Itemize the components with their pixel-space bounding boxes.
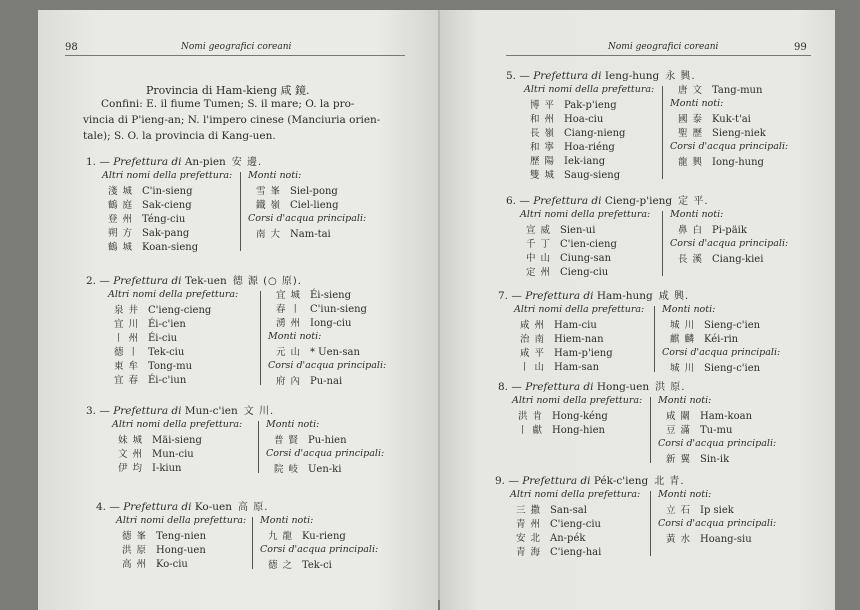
place-entry <box>526 252 611 266</box>
place-chars: 丨 獻 <box>518 425 544 436</box>
place-romanization: Sieng-niek <box>712 128 766 139</box>
place-romanization: Tek-ci <box>302 560 332 571</box>
place-romanization: Tu-mu <box>700 425 733 436</box>
place-romanization: Ciung-san <box>560 253 612 264</box>
place-romanization: Tong-mu <box>148 361 193 372</box>
altri-label: Altri nomi della prefettura: <box>524 84 655 95</box>
place-chars: 宣 威 <box>526 225 552 236</box>
corsi-label: Corsi d'acqua principali: <box>260 544 379 555</box>
corsi-label: Corsi d'acqua principali: <box>248 213 367 224</box>
place-romanization: Iong-ciu <box>310 318 352 329</box>
province-title: Provincia di Ham-kieng 咸 鏡. <box>146 84 310 97</box>
prefecture-heading <box>86 272 302 287</box>
place-romanization: Pak-p'ieng <box>564 100 617 111</box>
prefecture-label: Prefettura di <box>533 70 602 82</box>
prefecture-heading <box>498 378 685 393</box>
prefecture-name: Tek-uen <box>184 275 227 287</box>
running-head: Nomi geografici coreani <box>608 42 719 52</box>
column-divider <box>662 86 663 179</box>
place-romanization: Iong-hung <box>712 157 764 168</box>
place-romanization: C'ien-cieng <box>560 239 617 250</box>
column-divider <box>258 421 259 473</box>
place-romanization: Éi-c'ien <box>148 319 186 330</box>
place-entry <box>268 530 346 544</box>
prefecture-label: Prefettura di <box>522 475 591 487</box>
place-romanization: Sien-ui <box>560 225 596 236</box>
place-entry <box>108 213 185 227</box>
prefecture-heading <box>86 153 262 168</box>
place-entry <box>518 424 605 438</box>
place-chars: 宜 春 <box>114 375 140 386</box>
confini-line: tale); S. O. la provincia di Kang-uen. <box>83 130 276 142</box>
prefecture-name: Ieng-hung <box>604 70 660 82</box>
column-divider <box>662 211 663 276</box>
place-entry <box>108 227 189 241</box>
prefecture-number: 8. — <box>498 381 522 393</box>
place-romanization: Mun-ciu <box>152 449 194 460</box>
prefecture-name: Ko-uen <box>194 501 233 513</box>
place-chars: 雪 峯 <box>256 186 282 197</box>
altri-label: Altri nomi della prefettura: <box>512 395 643 406</box>
place-romanization: An-pék <box>550 533 586 544</box>
prefecture-label: Prefettura di <box>113 275 182 287</box>
place-chars: 泉 井 <box>114 305 140 316</box>
place-entry <box>276 375 342 389</box>
prefecture-heading <box>498 287 689 302</box>
place-romanization: Iek-iang <box>564 156 606 167</box>
place-chars: 安 北 <box>516 533 542 544</box>
place-romanization: C'in-sieng <box>142 186 193 197</box>
place-chars: 咸 平 <box>520 348 546 359</box>
place-entry <box>256 185 338 199</box>
prefecture-name: Ham-hung <box>596 290 653 302</box>
monti-label: Monti noti: <box>658 395 712 406</box>
place-romanization: Sieng-c'ien <box>704 363 761 374</box>
monti-label: Monti noti: <box>268 331 322 342</box>
place-romanization: Sin-ik <box>700 454 730 465</box>
place-chars: 洪 原 <box>122 545 148 556</box>
place-entry <box>256 199 339 213</box>
place-romanization: Ciang-kiei <box>712 254 764 265</box>
place-entry <box>678 224 747 238</box>
place-entry <box>520 319 597 333</box>
place-chars: 德 丨 <box>114 347 140 358</box>
prefecture-heading <box>96 498 268 513</box>
running-head: Nomi geografici coreani <box>181 42 292 52</box>
place-chars: 文 州 <box>118 449 144 460</box>
prefecture-heading <box>506 67 696 82</box>
place-entry <box>520 333 604 347</box>
prefecture-heading <box>495 472 685 487</box>
corsi-label: Corsi d'acqua principali: <box>658 518 777 529</box>
place-chars: 鶴 庭 <box>108 200 134 211</box>
place-entry <box>670 319 760 333</box>
place-entry <box>530 141 615 155</box>
place-entry <box>108 185 193 199</box>
place-romanization: Kéi-rin <box>704 334 739 345</box>
place-entry <box>666 453 729 467</box>
prefecture-label: Prefettura di <box>525 381 594 393</box>
place-entry <box>666 424 732 438</box>
place-entry <box>118 448 194 462</box>
place-romanization: Pi-päik <box>712 225 747 236</box>
place-chars: 妹 城 <box>118 435 144 446</box>
place-romanization: Sak-pang <box>142 228 190 239</box>
place-chars: 九 龍 <box>268 531 294 542</box>
place-entry <box>516 532 585 546</box>
place-entry <box>114 374 186 388</box>
place-chars: 淺 城 <box>108 186 134 197</box>
place-chars: 龍 興 <box>678 157 704 168</box>
place-chars: 和 寧 <box>530 142 556 153</box>
place-chars: 定 州 <box>526 267 552 278</box>
place-romanization: * Uen-san <box>310 347 360 358</box>
right-page <box>440 10 835 610</box>
place-chars: 千 丁 <box>526 239 552 250</box>
place-entry <box>108 199 192 213</box>
place-entry <box>670 333 738 347</box>
altri-label: Altri nomi della prefettura: <box>108 289 239 300</box>
confini-line: vincia di P'ieng-an; N. l'impero cinese (Manciuria orien- <box>83 114 381 126</box>
place-entry <box>256 228 331 242</box>
place-chars: 唐 文 <box>678 85 704 96</box>
place-entry <box>114 332 177 346</box>
place-romanization: Éi-c'iun <box>148 375 187 386</box>
left-page <box>38 10 438 610</box>
altri-label: Altri nomi della prefettura: <box>510 489 641 500</box>
place-chars: 黃 水 <box>666 534 692 545</box>
place-romanization: Ko-ciu <box>156 559 188 570</box>
place-romanization: I-kiun <box>152 463 182 474</box>
place-chars: 麒 麟 <box>670 334 696 345</box>
place-chars: 鼻 白 <box>678 225 704 236</box>
prefecture-chars: 洪 原. <box>655 382 686 393</box>
place-romanization: C'iun-sieng <box>310 304 367 315</box>
place-entry <box>274 434 347 448</box>
prefecture-name: Mun-c'ien <box>184 405 238 417</box>
place-romanization: Éi-sieng <box>310 290 351 301</box>
monti-label: Monti noti: <box>670 98 724 109</box>
place-romanization: Saug-sieng <box>564 170 621 181</box>
place-romanization: Sieng-c'ien <box>704 320 761 331</box>
place-romanization: Mäi-sieng <box>152 435 202 446</box>
place-chars: 伊 均 <box>118 463 144 474</box>
place-entry <box>678 156 764 170</box>
place-chars: 春 丨 <box>276 304 302 315</box>
altri-label: Altri nomi della prefettura: <box>112 419 243 430</box>
place-romanization: C'ieng-ciu <box>550 519 601 530</box>
place-romanization: Hong-uen <box>156 545 206 556</box>
place-chars: 三 撒 <box>516 505 542 516</box>
corsi-label: Corsi d'acqua principali: <box>268 360 387 371</box>
place-entry <box>516 546 601 560</box>
place-chars: 長 嶺 <box>530 128 556 139</box>
place-entry <box>122 544 206 558</box>
prefecture-number: 9. — <box>495 475 519 487</box>
monti-label: Monti noti: <box>662 304 716 315</box>
place-entry <box>666 533 752 547</box>
corsi-label: Corsi d'acqua principali: <box>662 347 781 358</box>
place-romanization: Pu-hien <box>308 435 347 446</box>
place-entry <box>530 127 625 141</box>
altri-label: Altri nomi della prefettura: <box>520 209 651 220</box>
place-chars: 丨 山 <box>520 362 546 373</box>
place-romanization: Siel-pong <box>290 186 338 197</box>
place-chars: 治 南 <box>520 334 546 345</box>
place-romanization: Tang-mun <box>712 85 763 96</box>
prefecture-label: Prefettura di <box>123 501 192 513</box>
place-chars: 朔 方 <box>108 228 134 239</box>
altri-label: Altri nomi della prefettura: <box>102 170 233 181</box>
prefecture-name: An-pien <box>184 156 226 168</box>
header-rule <box>65 55 405 56</box>
place-romanization: Ciel-lieng <box>290 200 339 211</box>
place-chars: 湧 州 <box>276 318 302 329</box>
prefecture-chars: 咸 興. <box>658 291 690 302</box>
place-chars: 城 川 <box>670 320 696 331</box>
place-chars: 洪 肯 <box>518 411 544 422</box>
column-divider <box>654 306 655 372</box>
prefecture-number: 5. — <box>506 70 530 82</box>
page-number: 99 <box>794 42 807 53</box>
place-entry <box>276 317 351 331</box>
prefecture-name: Hong-uen <box>596 381 650 393</box>
monti-label: Monti noti: <box>248 170 302 181</box>
place-entry <box>678 84 762 98</box>
header-rule <box>506 55 811 56</box>
prefecture-chars: 文 川. <box>243 406 275 417</box>
place-romanization: Koan-sieng <box>142 242 199 253</box>
corsi-label: Corsi d'acqua principali: <box>266 448 385 459</box>
place-romanization: San-sal <box>550 505 587 516</box>
place-romanization: Hong-kéng <box>552 411 608 422</box>
place-romanization: Ip siek <box>700 505 734 516</box>
prefecture-label: Prefettura di <box>533 195 602 207</box>
prefecture-chars: 高 原. <box>238 502 269 513</box>
place-entry <box>670 362 760 376</box>
corsi-label: Corsi d'acqua principali: <box>670 141 789 152</box>
prefecture-number: 2. — <box>86 275 110 287</box>
place-chars: 鶴 城 <box>108 242 134 253</box>
place-entry <box>526 266 608 280</box>
place-entry <box>114 346 184 360</box>
place-romanization: Kuk-t'ai <box>712 114 751 125</box>
place-entry <box>530 169 620 183</box>
place-romanization: Hong-hien <box>552 425 605 436</box>
place-entry <box>530 113 603 127</box>
prefecture-name: Cieng-p'ieng <box>604 195 673 207</box>
place-romanization: Ham-koan <box>700 411 753 422</box>
place-entry <box>114 304 211 318</box>
place-romanization: Uen-ki <box>308 464 342 475</box>
place-chars: 中 山 <box>526 253 552 264</box>
place-chars: 院 岐 <box>274 464 300 475</box>
place-romanization: Teng-nien <box>156 531 207 542</box>
place-romanization: C'ieng-cieng <box>148 305 212 316</box>
place-chars: 咸 州 <box>520 320 546 331</box>
place-chars: 青 州 <box>516 519 542 530</box>
corsi-label: Corsi d'acqua principali: <box>658 438 777 449</box>
place-chars: 歷 陽 <box>530 156 556 167</box>
place-romanization: Éi-ciu <box>148 333 178 344</box>
place-romanization: Ciang-nieng <box>564 128 626 139</box>
place-chars: 府 內 <box>276 376 302 387</box>
place-entry <box>114 360 192 374</box>
place-romanization: Ku-rieng <box>302 531 346 542</box>
place-entry <box>268 559 332 573</box>
place-entry <box>518 410 608 424</box>
place-entry <box>276 289 351 303</box>
place-entry <box>526 238 617 252</box>
place-entry <box>276 303 367 317</box>
place-entry <box>530 155 605 169</box>
place-chars: 高 州 <box>122 559 148 570</box>
place-romanization: Hiem-nan <box>554 334 604 345</box>
prefecture-chars: 德 源 (○ 原). <box>232 276 302 287</box>
place-chars: 德 峯 <box>122 531 148 542</box>
place-chars: 國 泰 <box>678 114 704 125</box>
place-entry <box>114 318 186 332</box>
prefecture-number: 7. — <box>498 290 522 302</box>
place-entry <box>666 410 752 424</box>
monti-label: Monti noti: <box>658 489 712 500</box>
place-entry <box>666 504 734 518</box>
place-entry <box>526 224 595 238</box>
place-romanization: Tek-ciu <box>148 347 185 358</box>
place-entry <box>678 113 751 127</box>
place-romanization: Ham-p'ieng <box>554 348 613 359</box>
prefecture-number: 6. — <box>506 195 530 207</box>
place-chars: 長 溪 <box>678 254 704 265</box>
column-divider <box>650 491 651 556</box>
column-divider <box>650 397 651 463</box>
place-chars: 德 之 <box>268 560 294 571</box>
place-romanization: C'ieng-hai <box>550 547 602 558</box>
place-chars: 城 川 <box>670 363 696 374</box>
place-romanization: Ham-san <box>554 362 600 373</box>
prefecture-heading <box>86 402 274 417</box>
place-romanization: Ham-ciu <box>554 320 597 331</box>
place-chars: 鐵 嶺 <box>256 200 282 211</box>
place-chars: 宜 川 <box>114 319 140 330</box>
place-entry <box>516 518 601 532</box>
place-romanization: Pu-nai <box>310 376 343 387</box>
column-divider <box>260 291 261 385</box>
place-chars: 宜 城 <box>276 290 302 301</box>
place-romanization: Téng-ciu <box>142 214 186 225</box>
altri-label: Altri nomi della prefettura: <box>116 515 247 526</box>
place-romanization: Cieng-ciu <box>560 267 609 278</box>
prefecture-chars: 北 青. <box>654 476 685 487</box>
place-entry <box>516 504 587 518</box>
place-entry <box>520 361 599 375</box>
prefecture-name: Pék-c'ieng <box>593 475 649 487</box>
place-chars: 東 牟 <box>114 361 140 372</box>
prefecture-label: Prefettura di <box>113 156 182 168</box>
place-entry <box>520 347 613 361</box>
monti-label: Monti noti: <box>266 419 320 430</box>
monti-label: Monti noti: <box>670 209 724 220</box>
prefecture-label: Prefettura di <box>113 405 182 417</box>
place-entry <box>118 462 181 476</box>
prefecture-chars: 定 平. <box>678 196 709 207</box>
place-chars: 元 山 <box>276 347 302 358</box>
place-chars: 登 州 <box>108 214 134 225</box>
place-entry <box>122 558 188 572</box>
confini-line: Confini: E. il fiume Tumen; S. il mare; O. la pro- <box>101 98 355 110</box>
prefecture-number: 4. — <box>96 501 120 513</box>
place-romanization: Nam-tai <box>290 229 331 240</box>
prefecture-number: 3. — <box>86 405 110 417</box>
prefecture-label: Prefettura di <box>525 290 594 302</box>
place-romanization: Hoang-siu <box>700 534 752 545</box>
place-chars: 普 賢 <box>274 435 300 446</box>
place-chars: 雙 城 <box>530 170 556 181</box>
place-chars: 和 州 <box>530 114 556 125</box>
prefecture-heading <box>506 192 709 207</box>
place-entry <box>108 241 198 255</box>
prefecture-number: 1. — <box>86 156 110 168</box>
place-entry <box>274 463 341 477</box>
place-romanization: Sak-cieng <box>142 200 192 211</box>
place-chars: 南 大 <box>256 229 282 240</box>
place-chars: 青 海 <box>516 547 542 558</box>
altri-label: Altri nomi della prefettura: <box>514 304 645 315</box>
place-chars: 豆 滿 <box>666 425 692 436</box>
place-entry <box>276 346 360 360</box>
place-chars: 博 平 <box>530 100 556 111</box>
page-number: 98 <box>65 42 78 53</box>
place-chars: 聖 歷 <box>678 128 704 139</box>
place-entry <box>678 253 763 267</box>
place-chars: 新 翼 <box>666 454 692 465</box>
place-romanization: Hoa-ciu <box>564 114 604 125</box>
monti-label: Monti noti: <box>260 515 314 526</box>
prefecture-chars: 永 興. <box>665 71 696 82</box>
place-chars: 咸 關 <box>666 411 692 422</box>
place-entry <box>122 530 206 544</box>
place-entry <box>530 99 617 113</box>
corsi-label: Corsi d'acqua principali: <box>670 238 789 249</box>
place-entry <box>118 434 202 448</box>
place-chars: 立 石 <box>666 505 692 516</box>
prefecture-chars: 安 邊. <box>231 157 263 168</box>
place-romanization: Hoa-riéng <box>564 142 615 153</box>
column-divider <box>252 517 253 569</box>
place-chars: 丨 州 <box>114 333 140 344</box>
column-divider <box>240 172 241 251</box>
place-entry <box>678 127 766 141</box>
